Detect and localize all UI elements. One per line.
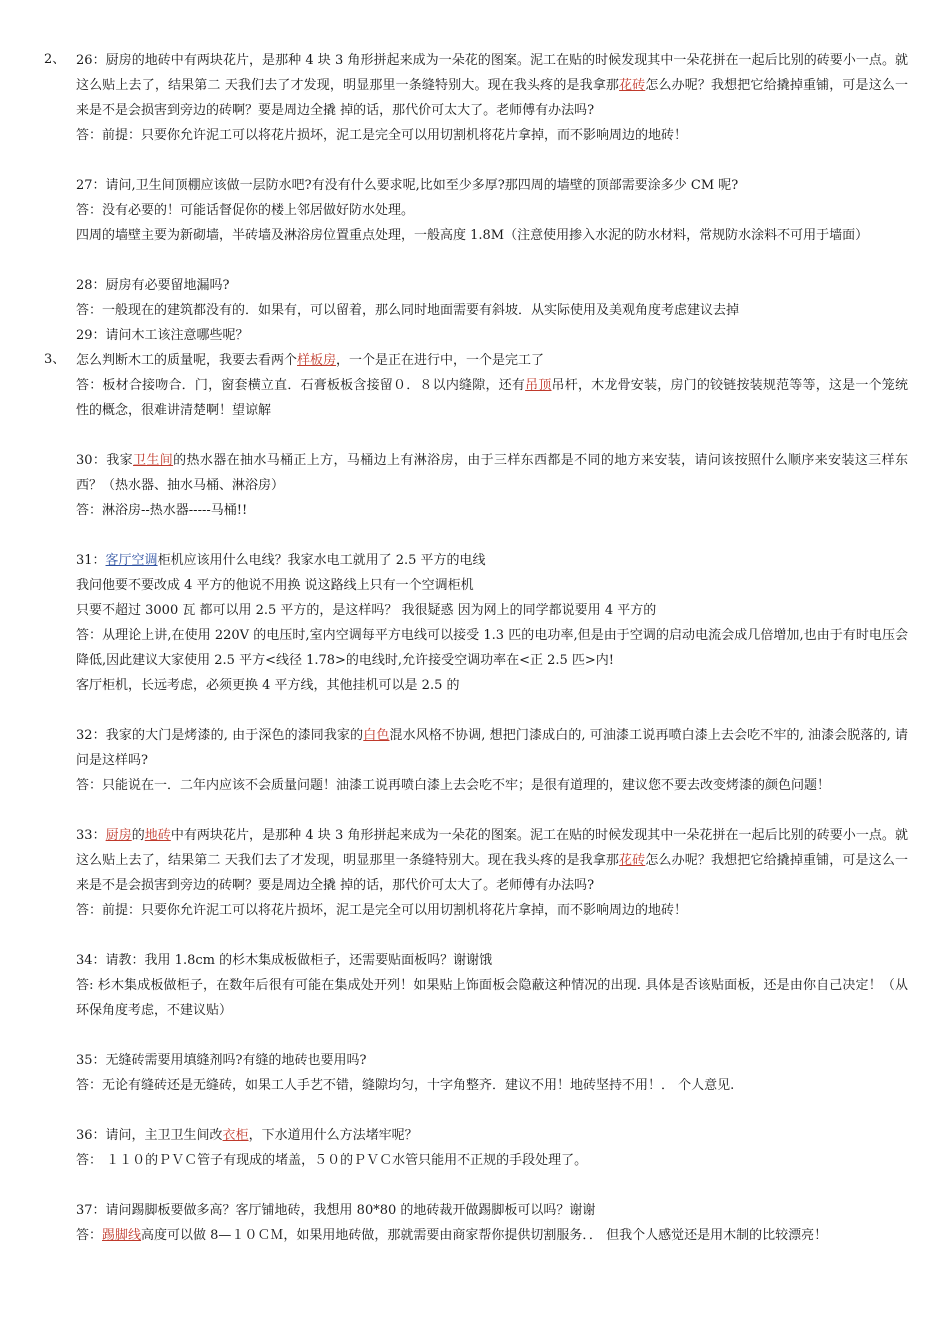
answer-text: 四周的墙壁主要为新砌墙，半砖墙及淋浴房位置重点处理，一般高度 1.8M（注意使用掺入水泥的防水材料，常规防水涂料不可用于墙面） [76,228,869,243]
qa-item-33 [76,823,908,923]
answer-text: 答：一般现在的建筑都没有的．如果有，可以留着，那么同时地面需要有斜坡．从实际使用及美观角度考虑建议去掉 [76,303,740,318]
qa-item-26 [76,48,908,148]
question-text: 28：厨房有必要留地漏吗? [76,278,230,293]
question-text: 36：请问，主卫卫生间改衣柜，下水道用什么方法堵牢呢？ [76,1128,418,1143]
outline-number-2: 2、 [44,52,66,67]
question-text: 34：请教：我用 1.8cm 的杉木集成板做柜子，还需要贴面板吗？谢谢饿 [76,953,493,968]
answer-text: 答：板材合接吻合．门，窗套横立直．石膏板板含接留０．８以内缝隙，还有吊顶吊杆，木龙骨安装，房门的铰链按装规范等等，这是一个笼统性的概念，很难讲清楚啊！望谅解 [76,378,908,418]
answer-text: 答：只能说在一．二年内应该不会质量问题！油漆工说再喷白漆上去会吃不牢；是很有道理的，建议您不要去改变烤漆的颜色问题！ [76,778,831,793]
question-text: 35：无缝砖需要用填缝剂吗?有缝的地砖也要用吗? [76,1053,367,1068]
link-tile-flower[interactable]: 花砖 [619,78,646,93]
qa-item-32 [76,723,908,798]
link-ceiling[interactable]: 吊顶 [525,378,552,393]
answer-text: 客厅柜机，长远考虑，必须更换 4 平方线，其他挂机可以是 2.5 的 [76,678,460,693]
qa-item-29 [76,323,908,423]
link-wardrobe[interactable]: 衣柜 [222,1128,249,1143]
question-text: 30：我家卫生间的热水器在抽水马桶正上方，马桶边上有淋浴房，由于三样东西都是不同的地方来安装，请问该按照什么顺序来安装这三样东西？（热水器、抽水马桶、淋浴房） [76,453,908,493]
answer-text: 答： １１０的ＰＶＣ管子有现成的堵盖，５０的ＰＶＣ水管只能用不正规的手段处理了。 [76,1153,588,1168]
answer-text: 答: 杉木集成板做柜子，在数年后很有可能在集成处开列！如果贴上饰面板会隐蔽这种情况的出现. 具体是否该贴面板，还是由你自己决定！（从环保角度考虑，不建议贴） [76,978,908,1018]
link-floor-tile[interactable]: 地砖 [144,828,171,843]
qa-item-28 [76,273,908,323]
qa-item-35 [76,1048,908,1098]
answer-text: 答：前提：只要你允许泥工可以将花片损坏，泥工是完全可以用切割机将花片拿掉，而不影响周边的地砖！ [76,903,688,918]
qa-item-27 [76,173,908,248]
link-living-room-ac[interactable]: 客厅空调 [105,553,158,568]
link-bathroom[interactable]: 卫生间 [133,453,174,468]
question-text: 只要不超过 3000 瓦 都可以用 2.5 平方的，是这样吗？ 我很疑惑 因为网上的同学都说要用 4 平方的 [76,603,657,618]
link-kitchen[interactable]: 厨房 [105,828,132,843]
answer-text: 答：无论有缝砖还是无缝砖，如果工人手艺不错，缝隙均匀，十字角整齐．建议不用！地砖坚持不用！． 个人意见. [76,1078,735,1093]
answer-text: 答：从理论上讲,在使用 220V 的电压时,室内空调每平方电线可以接受 1.3 匹的电功率,但是由于空调的启动电流会成几倍增加,也由于有时电压会降低,因此建议大家使用 2.5 平方<线径 1.78>的电线时,允许接受空调功率在<正 2.5 匹>内! [76,628,908,668]
question-text: 31：客厅空调柜机应该用什么电线？我家水电工就用了 2.5 平方的电线 [76,553,486,568]
outline-number-3: 3、 [44,352,66,367]
link-white[interactable]: 白色 [363,728,390,743]
link-tile-flower[interactable]: 花砖 [619,853,646,868]
qa-list [76,48,908,1248]
qa-item-34 [76,948,908,1023]
link-skirting-line[interactable]: 踢脚线 [102,1228,142,1243]
answer-text: 答：淋浴房--热水器-----马桶!! [76,503,248,518]
question-text: 27：请问,卫生间顶棚应该做一层防水吧?有没有什么要求呢,比如至少多厚?那四周的墙壁的顶部需要涂多少 CM 呢? [76,178,739,193]
question-text: 33：厨房的地砖中有两块花片，是那种 4 块 3 角形拼起来成为一朵花的图案。泥工在贴的时候发现其中一朵花拼在一起后比别的砖要小一点。就这么贴上去了，结果第二 天我们去了才发现，明显那里一条缝特别大。现在我头疼的是我拿那花砖怎么办呢？我想把它给撬掉重铺，可是这么一来是不是会损害到旁边的砖啊？要是周边全撬 掉的话，那代价可太大了。老师傅有办法吗? [76,828,908,893]
qa-item-36 [76,1123,908,1173]
qa-item-37 [76,1198,908,1248]
answer-text: 答：前提：只要你允许泥工可以将花片损坏，泥工是完全可以用切割机将花片拿掉，而不影响周边的地砖！ [76,128,688,143]
qa-item-30 [76,448,908,523]
question-text: 26：厨房的地砖中有两块花片，是那种 4 块 3 角形拼起来成为一朵花的图案。泥工在贴的时候发现其中一朵花拼在一起后比别的砖要小一点。就这么贴上去了，结果第二 天我们去了才发现，明显那里一条缝特别大。现在我头疼的是我拿那花砖怎么办呢？我想把它给撬掉重铺，可是这么一来是不是会损害到旁边的砖啊？要是周边全撬 掉的话，那代价可太大了。老师傅有办法吗? [76,53,908,118]
answer-text: 答：踢脚线高度可以做 8—１０ＣＭ，如果用地砖做，那就需要由商家帮你提供切割服务．． 但我个人感觉还是用木制的比较漂亮！ [76,1228,828,1243]
question-text: 我问他要不要改成 4 平方的他说不用换 说这路线上只有一个空调柜机 [76,578,474,593]
question-text: 37：请问踢脚板要做多高？客厅铺地砖，我想用 80*80 的地砖裁开做踢脚板可以吗？谢谢 [76,1203,596,1218]
qa-item-31 [76,548,908,698]
answer-text: 答：没有必要的！可能话督促你的楼上邻居做好防水处理。 [76,203,415,218]
question-text: 32：我家的大门是烤漆的, 由于深色的漆同我家的白色混水风格不协调, 想把门漆成白的, 可油漆工说再喷白漆上去会吃不牢的, 油漆会脱落的, 请问是这样吗? [76,728,909,768]
question-text: 怎么判断木工的质量呢，我要去看两个样板房，一个是正在进行中，一个是完工了 [76,353,545,368]
question-text: 29：请问木工该注意哪些呢？ [76,328,249,343]
link-sample-room[interactable]: 样板房 [297,353,337,368]
